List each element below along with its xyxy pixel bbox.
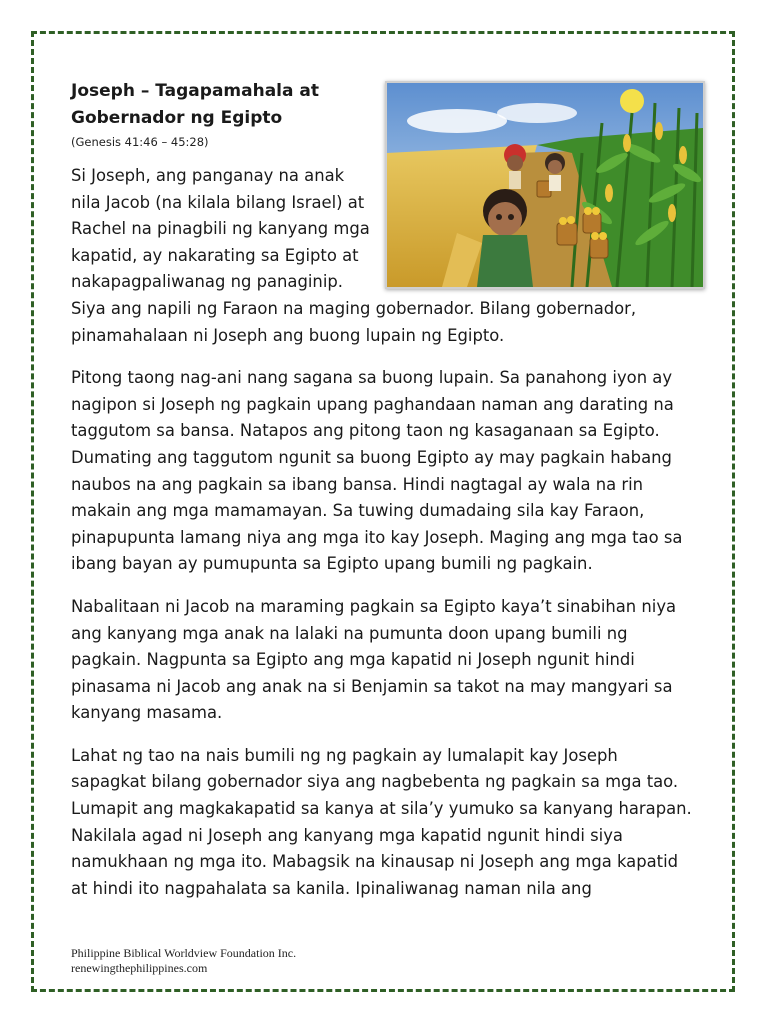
article bbox=[71, 78, 697, 918]
story-illustration bbox=[385, 81, 705, 289]
footer bbox=[71, 946, 296, 976]
story-title: Joseph – Tagapamahala at Gobernador ng Egipto bbox=[71, 81, 319, 128]
harvest-scene-image bbox=[387, 83, 703, 287]
paragraph: Lahat ng tao na nais bumili ng ng pagkain ay lumalapit kay Joseph sapagkat bilang gobernador siya ang nagbebenta ng pagkain sa mga tao. Lumapit ang magkakapatid sa kanya at sila’y yumuko sa kanyang harapan. Nakilala agad ni Joseph ang kanyang mga kapatid ngunit hindi siya namukhaan ng mga ito. Mabagsik na kinausap ni Joseph ang mga kapatid at hindi ito nagpahalata sa kanila. Ipinaliwanag naman nila ang bbox=[71, 745, 692, 898]
paragraph: Si Joseph, ang panganay na anak nila Jacob (na kilala bilang Israel) at Rachel na pinagbili ng kanyang mga kapatid, ay nakarating sa Egipto at nakapagpaliwanag ng panaginip. Siya ang napili ng Faraon na maging gobernador. Bilang gobernador, pinamahalaan ni Joseph ang buong lupain ng Egipto. bbox=[71, 166, 637, 345]
footer-site: renewingthephilippines.com bbox=[71, 961, 208, 975]
footer-org: Philippine Biblical Worldview Foundation Inc. bbox=[71, 946, 297, 960]
bible-reference: (Genesis 41:46 – 45:28) bbox=[71, 135, 209, 149]
paragraph: Nabalitaan ni Jacob na maraming pagkain sa Egipto kaya’t sinabihan niya ang kanyang mga anak na lalaki na pumunta doon upang bumili ng pagkain. Nagpunta sa Egipto ang mga kapatid ni Joseph ngunit hindi pinasama ni Jacob ang anak na si Benjamin sa takot na may mangyari sa kanyang masama. bbox=[71, 596, 677, 723]
paragraph: Pitong taong nag-ani nang sagana sa buong lupain. Sa panahong iyon ay nagipon si Joseph ng pagkain upang paghandaan naman ang darating na taggutom sa bansa. Natapos ang pitong taon ng kasaganaan sa Egipto. Dumating ang taggutom ngunit sa buong Egipto ay may pagkain habang naubos na ang pagkain sa ibang bansa. Hindi nagtagal ay wala na rin makain ang mga mamamayan. Sa tuwing dumadaing sila kay Faraon, pinapupunta lamang niya ang mga ito kay Joseph. Maging ang mga tao sa ibang bayan ay pumupunta sa Egipto upang bumili ng pagkain. bbox=[71, 368, 683, 574]
